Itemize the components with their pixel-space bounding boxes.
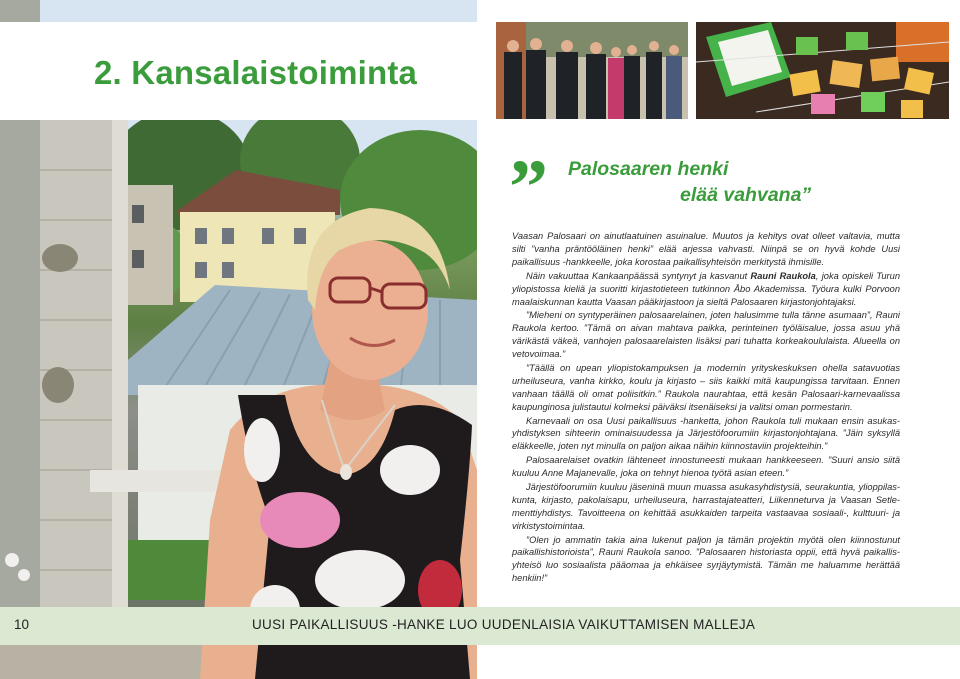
quote-line-1: Palosaaren henki	[568, 158, 729, 180]
footer-text: UUSI PAIKALLISUUS -HANKE LUO UUDENLAISIA VAIKUTTAMISEN MALLEJA	[252, 617, 756, 632]
crowd-photo	[496, 22, 688, 119]
person-name: Rauni Raukola	[750, 270, 816, 281]
quote-mark-icon: ”	[509, 143, 548, 230]
notes-photo	[696, 22, 949, 119]
article-paragraph-7: Järjestöfoorumiin kuuluu jäseninä muun muassa asukasyhdistysiä, seurakuntia, ylioppilas-kunta, kirjasto, pakolaisapu, urheiluseura, harrastajateatteri, Liikenneturva ja Vaasan Setle-menttiyhdistys. Tavoitteena on kehittää asukkaiden tarpeita vastaavaa sosiaali-, kulttuuri- ja virkistystoimintaa.	[512, 481, 900, 531]
page-number: 10	[14, 617, 30, 632]
notes-illustration	[696, 22, 949, 119]
article-paragraph-4: ”Täällä on upean yliopistokampuksen ja modernin yrityskeskuksen ohella satavuotias urheiluseura, vanha kirkko, koulu ja kirjasto – siis kaikki mitä kaupungissa tarvitaan. Ennen vanhaan täällä oli omat poliisitkin.” Raukola naurahtaa, että kesän Palosaari-karnevaalissa kaupunginosa julistautui kolmeksi päiväksi itsenäiseksi ja valitsi oman pormestarin.	[512, 362, 900, 412]
article-paragraph-2-end: , joka opiskeli Turun yliopistossa kieliä ja suoritti kirjastotieteen tutkinnon Åbo Akademissa. Työura kulki Porvoon maalaiskunnan kautta Vaasan pääkirjastoon ja sieltä Palosaaren kirjastonjohtajaksi.	[512, 270, 900, 307]
article-paragraph-5: Karnevaali on osa Uusi paikallisuus -hanketta, johon Raukola tuli mukaan ensin asukas-yhdistyksen sihteerin ominaisuudessa ja Järjestöfoorumiin kirjastonjohtajana. ”Jäin syksyllä eläkkeelle, joten nyt minulla on paljon aikaa näihin kiinnostaviin projekteihin.”	[512, 415, 900, 452]
page-title: 2. Kansalaistoiminta	[94, 54, 418, 91]
article-paragraph-2	[512, 270, 900, 309]
article-body	[512, 230, 900, 586]
quote-line-2: elää vahvana”	[680, 184, 812, 206]
crowd-illustration	[496, 22, 688, 119]
article-paragraph-1: Vaasan Palosaari on ainutlaatuinen asuinalue. Muutos ja kehitys ovat olleet valtavia, mutta silti ”vanha präntööläinen henki” elää arjessa vahvasti. Niinpä se on hyvä kohde Uusi paikallisuus -hankkeelle, joka korostaa paikallisyhteisön merkitystä ihmisille.	[512, 231, 900, 267]
article-paragraph-8: ”Olen jo ammatin takia aina lukenut paljon ja tämän projektin myötä olen kiinnostunut paikallishistorioista”, Rauni Raukola sanoo. ”Palosaaren historiasta oppii, että hyvä paikallis-yhteisö luo sosiaalista pääomaa ja ehkäisee syrjäytymistä. Tämän me haluamme herättää henkiin!”	[512, 534, 900, 584]
article-paragraph-3: ”Mieheni on syntyperäinen palosaarelainen, joten halusimme tulla tänne asumaan”, Rauni Raukola kertoo. ”Tämä on aivan mahtava paikka, perinteinen työläisalue, jossa asuu yhä värikästä väkeä, vanhojen palosaarelaisten lisäksi pari tuhatta korkeakoululaista. Alueella on vetovoimaa.”	[512, 310, 900, 360]
article-paragraph-6: Palosaarelaiset ovatkin lähteneet innostuneesti mukaan hankkeeseen. ”Suuri ansio siitä kuuluu Anne Majanevalle, joka on tehnyt hienoa työtä asian eteen.”	[512, 455, 900, 479]
article-paragraph-2-start: Näin vakuuttaa Kankaanpäässä syntynyt ja kasvanut	[526, 270, 751, 281]
